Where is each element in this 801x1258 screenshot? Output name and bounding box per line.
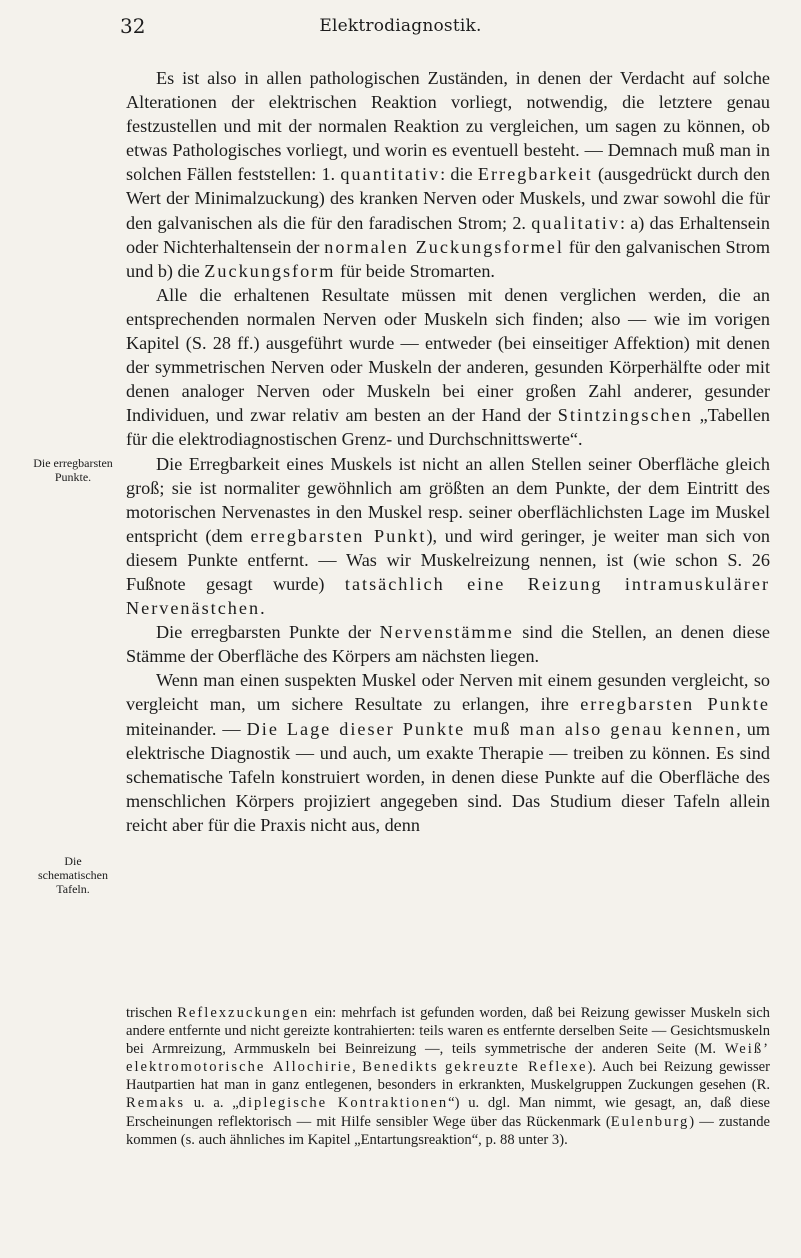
emphasis-qualitativ: qualitativ: [531, 212, 620, 233]
footnote: [126, 1004, 770, 1149]
page-number: 32: [120, 14, 146, 38]
margin-note-schematische-tafeln: Die schematischen Tafeln.: [38, 854, 108, 896]
emphasis-quantitativ: quantitativ: [340, 164, 441, 185]
emphasis-eulenburg: Eulenburg: [610, 1113, 690, 1130]
emphasis-nervenstaemme: Nervenstämme: [379, 622, 514, 643]
emphasis-allochirie: Weiß’ elektromotorische Allochirie: [126, 1041, 770, 1076]
paragraph-5: [126, 668, 770, 837]
text-run: für beide Stromarten.: [335, 260, 495, 281]
text-run: Die Erregbarkeit eines Muskels ist nicht an allen Stellen seiner Oberfläche gleich groß; sie ist normaliter gewöhnlich am größten an dem Punkte, der dem Eintritt des motorischen Nervenastes in den Muskel resp. seiner oberflächlichsten Lage im Muskel entspricht (dem: [126, 453, 770, 546]
emphasis-lage-der-punkte: Die Lage dieser Punkte muß man also genau kennen: [246, 718, 737, 739]
text-run: ein: mehrfach ist gefunden worden, daß bei Reizung gewisser Muskeln sich andere entfernte und nicht gereizte kontrahierten: teils waren es entfernte derselben Seite — Gesichtsmuskeln bei Armreizung, Armmuskeln bei Beinreizung —, teils symmetrische der anderen Seite (M.: [126, 1005, 770, 1058]
text-run: ), und wird geringer, je weiter man sich von diesem Punkte entfernt. — Was wir Muskelreizung nennen, ist (wie schon S. 26 Fußnote gesagt wurde): [126, 525, 771, 594]
text-run: : a) das Erhaltensein oder Nichterhaltensein der: [126, 212, 770, 257]
emphasis-reflexzuckungen: Reflexzuckungen: [177, 1005, 310, 1021]
emphasis-gekreuzte-reflexe: gekreuzte Reflexe: [445, 1059, 588, 1076]
text-run: trischen: [126, 1005, 178, 1021]
text-run: miteinander. —: [126, 718, 247, 739]
text-run: für den galvanischen Strom und b) die: [126, 236, 770, 281]
text-run: Alle die erhaltenen Resultate müssen mit denen verglichen werden, die an entsprechenden normalen Nerven oder Muskeln sich finden; also — wie im vorigen Kapitel (S. 28 ff.) ausgeführt wurde — entweder (bei einseitiger Affektion) mit denen der symmetrischen Nerven oder Muskeln der anderen, gesunden Körperhälfte oder mit denen analoger Nerven oder Muskeln bei einer großen Zahl anderer, gesunder Individuen, und zwar relativ am besten an der Hand der: [126, 284, 770, 426]
paragraph-2: [126, 283, 770, 452]
emphasis-benedikt: Benedikts: [362, 1059, 439, 1076]
emphasis-erregbarste-punkte: erregbarsten Punkte: [580, 694, 770, 715]
emphasis-stintzing: Stintzingschen: [557, 405, 693, 426]
paragraph-4: [126, 620, 770, 668]
text-run: Wenn man einen suspekten Muskel oder Nerven mit einem gesunden vergleicht, so vergleicht man, um sichere Resultate zu erlangen, ihre: [126, 670, 770, 715]
body-text: [126, 66, 770, 837]
emphasis-erregbarster-punkt: erregbarsten Punkt: [250, 525, 427, 546]
emphasis-remak: Remaks: [126, 1095, 186, 1112]
text-run: u. a. „: [185, 1095, 239, 1112]
text-run: “) u. dgl. Man nimmt, wie gesagt, an, daß diese Erscheinungen reflektorisch — mit Hilfe sensibler Wege über das Rückenmark (: [126, 1095, 771, 1130]
emphasis-zuckungsformel: normalen Zuckungsformel: [324, 236, 564, 257]
text-run: ,: [352, 1059, 363, 1076]
text-run: , um elektrische Diagnostik — und auch, um exakte Therapie — treiben zu können. Es sind schematische Tafeln konstruiert worden, in denen diese Punkte auf die Oberfläche des menschlichen Körpers projiziert angegeben sind. Das Studium dieser Tafeln allein reicht aber für die Praxis nicht aus, denn: [126, 718, 770, 835]
text-run: sind die Stellen, an denen diese Stämme der Oberfläche des Körpers am nächsten liegen.: [126, 622, 770, 667]
emphasis-erregbarkeit: Erregbarkeit: [477, 164, 593, 185]
text-run: Es ist also in allen pathologischen Zuständen, in denen der Verdacht auf solche Alterationen der elektrischen Reaktion vorliegt, notwendig, die letztere genau festzustellen und mit der normalen Reaktion zu vergleichen, um sagen zu können, ob etwas Pathologisches vorliegt, und worin es eventuell besteht. — Demnach muß man in solchen Fällen feststellen: 1.: [126, 68, 770, 185]
margin-note-erregbarste-punkte: Die erregbarsten Punkte.: [33, 456, 113, 484]
text-run: Die erregbarsten Punkte der: [156, 622, 380, 643]
paragraph-3: [126, 452, 770, 621]
emphasis-nervenaestchen: tatsächlich eine Reizung intramuskulärer Nervenästchen: [126, 573, 770, 619]
paragraph-1: [126, 66, 770, 283]
text-run: .: [260, 598, 265, 619]
emphasis-diplegische-kontraktionen: diplegische Kontraktionen: [238, 1095, 449, 1112]
text-run: : die: [440, 164, 478, 185]
text-run: ). Auch bei Reizung gewisser Hautpartien hat man in ganz entlegenen, besonders in erkrankten, Muskelgruppen Zuckungen gesehen (R.: [126, 1059, 771, 1094]
text-run: „Tabellen für die elektrodiagnostischen Grenz- und Durchschnittswerte“.: [126, 405, 770, 450]
footnote-paragraph: [126, 1004, 770, 1149]
text-run: (ausgedrückt durch den Wert der Minimalzuckung) des kranken Nerven oder Muskels, und zwar sowohl die für den galvanischen als die für den faradischen Strom; 2.: [126, 164, 770, 233]
text-run: ) — zustande kommen (s. auch ähnliches im Kapitel „Entartungsreaktion“, p. 88 unter 3).: [126, 1113, 770, 1148]
running-title: Elektrodiagnostik.: [319, 16, 482, 36]
emphasis-zuckungsform: Zuckungsform: [204, 260, 336, 281]
